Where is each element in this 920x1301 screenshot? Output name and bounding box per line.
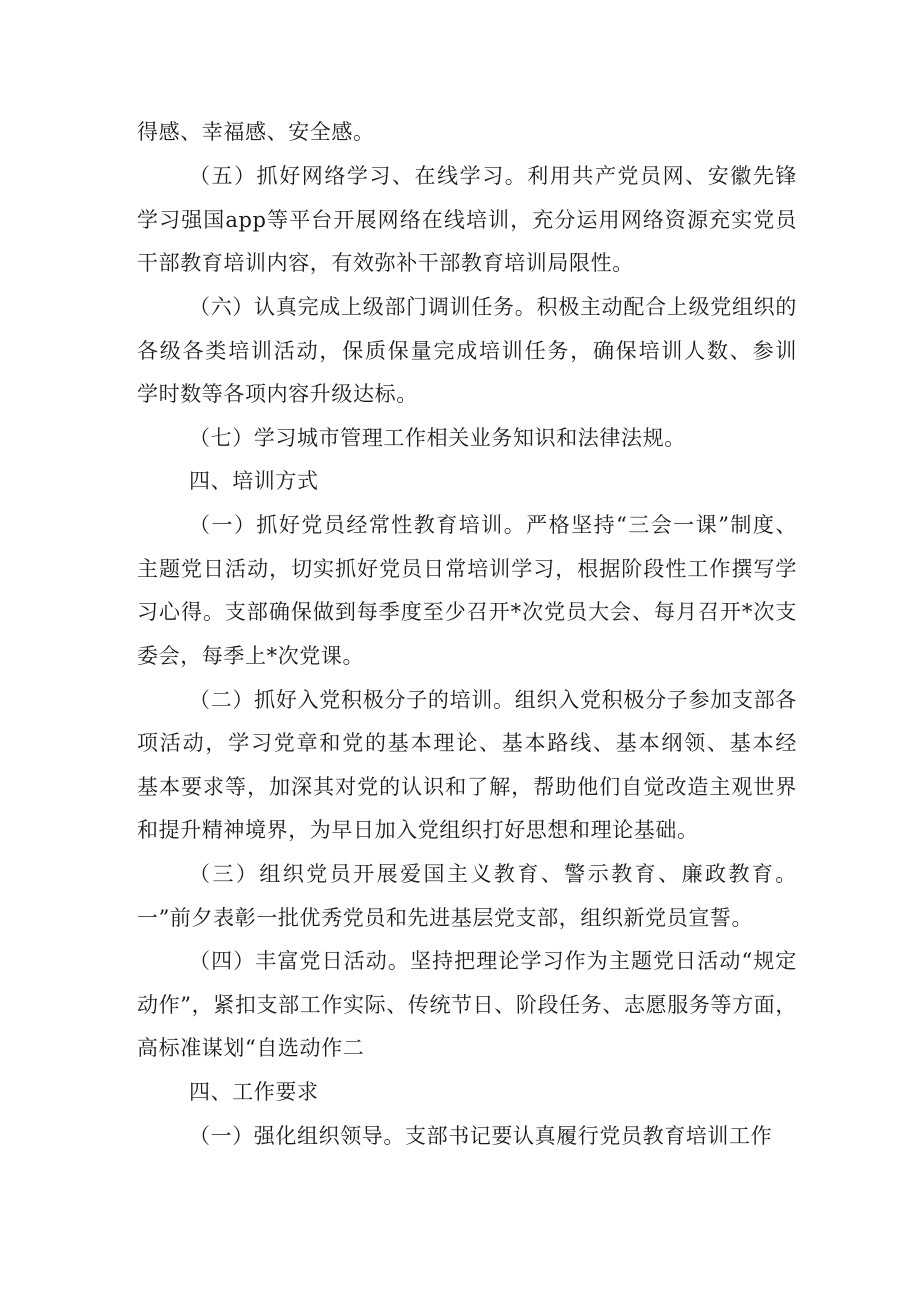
paragraph-line: （五）抓好网络学习、在线学习。利用共产党员网、安徽先锋: [189, 164, 797, 188]
paragraph-line: 动作”，紧扣支部工作实际、传统节日、阶段任务、志愿服务等方面，: [137, 993, 797, 1017]
paragraph-line: 一”前夕表彰一批优秀党员和先进基层党支部，组织新党员宣誓。: [137, 906, 754, 930]
section-heading: 四、培训方式: [189, 469, 319, 493]
paragraph-line: 习心得。支部确保做到每季度至少召开*次党员大会、每月召开*次支: [137, 600, 797, 624]
section-heading: 四、工作要求: [189, 1080, 319, 1104]
paragraph-line: 干部教育培训内容，有效弥补干部教育培训局限性。: [137, 251, 634, 275]
paragraph-line: （四）丰富党日活动。坚持把理论学习作为主题党日活动“规定: [189, 949, 797, 973]
paragraph-line: 项活动，学习党章和党的基本理论、基本路线、基本纲领、基本经: [137, 731, 797, 755]
paragraph-line: 主题党日活动，切实抓好党员日常培训学习，根据阶段性工作撰写学: [137, 557, 797, 581]
paragraph-line: （六）认真完成上级部门调训任务。积极主动配合上级党组织的: [189, 295, 797, 319]
paragraph-line: 和提升精神境界，为早日加入党组织打好思想和理论基础。: [137, 818, 699, 842]
paragraph-line: 高标准谋划“自选动作二: [137, 1036, 365, 1060]
paragraph-line: 学习强国app等平台开展网络在线培训，充分运用网络资源充实党员: [137, 208, 797, 232]
paragraph-line: 学时数等各项内容升级达标。: [137, 382, 418, 406]
paragraph-line: （一）抓好党员经常性教育培训。严格坚持“三会一课”制度、: [189, 513, 797, 537]
paragraph-line: 委会，每季上*次党课。: [137, 644, 365, 668]
paragraph-line: 基本要求等，加深其对党的认识和了解，帮助他们自觉改造主观世界: [137, 775, 797, 799]
paragraph-line: （七）学习城市管理工作相关业务知识和法律法规。: [189, 426, 686, 450]
paragraph-line: （三）组织党员开展爱国主义教育、警示教育、廉政教育。: [189, 862, 797, 886]
paragraph-line: 得感、幸福感、安全感。: [137, 120, 375, 144]
paragraph-line: （一）强化组织领导。支部书记要认真履行党员教育培训工作: [189, 1124, 773, 1148]
paragraph-line: （二）抓好入党积极分子的培训。组织入党积极分子参加支部各: [189, 688, 797, 712]
paragraph-line: 各级各类培训活动，保质保量完成培训任务，确保培训人数、参训: [137, 339, 797, 363]
